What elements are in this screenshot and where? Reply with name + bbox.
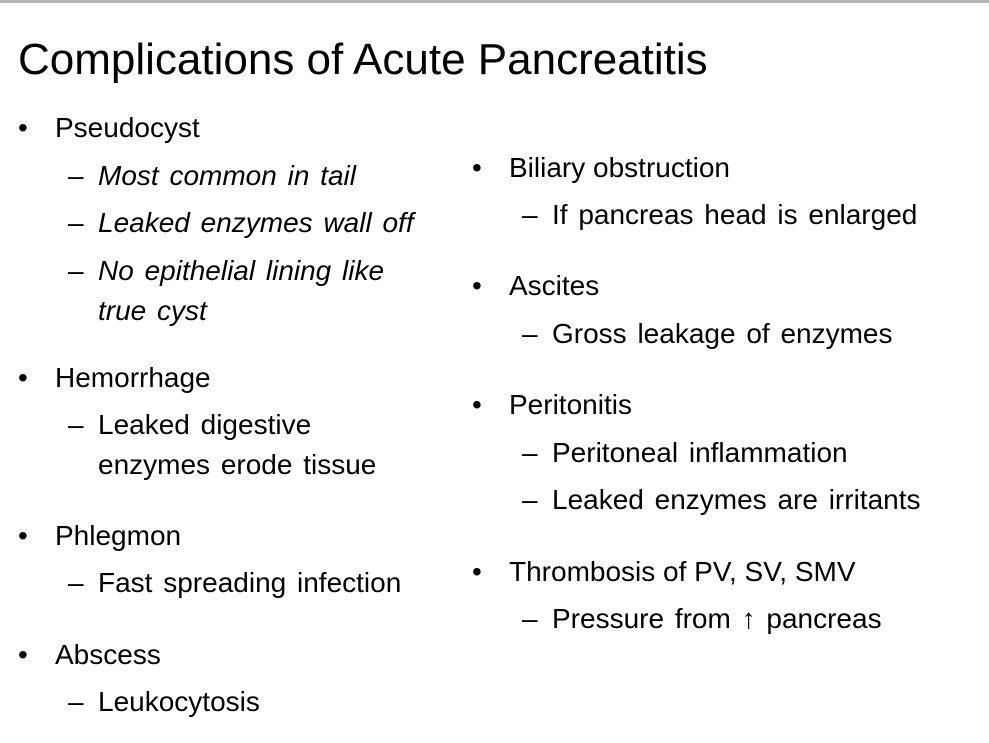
bullet-dot: •: [472, 152, 482, 183]
sub-text: Leaked digestive enzymes erode tissue: [98, 409, 377, 480]
bullet-dot: •: [18, 362, 28, 393]
sub-text: Pressure from ↑ pancreas: [552, 603, 882, 634]
bullet-label: Biliary obstruction: [509, 152, 730, 183]
sub-text: Leukocytosis: [98, 686, 260, 717]
bullet-dot: •: [472, 389, 482, 420]
sub-text: Leaked enzymes wall off: [98, 207, 414, 238]
sub-text: Gross leakage of enzymes: [552, 318, 893, 349]
bullet-dot: •: [472, 270, 482, 301]
sub-dash: –: [68, 686, 84, 717]
sub-dash: –: [68, 160, 84, 191]
sub-dash: –: [522, 603, 538, 634]
sub-dash: –: [522, 318, 538, 349]
sub-dash: –: [68, 255, 84, 286]
bullet-dot: •: [18, 639, 28, 670]
sub-dash: –: [522, 484, 538, 515]
sub-dash: –: [522, 199, 538, 230]
sub-text: Fast spreading infection: [98, 567, 402, 598]
bullet-dot: •: [472, 556, 482, 587]
sub-dash: –: [68, 409, 84, 440]
sub-dash: –: [68, 567, 84, 598]
bullet-label: Pseudocyst: [55, 112, 200, 143]
sub-text: Leaked enzymes are irritants: [552, 484, 921, 515]
bullet-label: Peritonitis: [509, 389, 632, 420]
sub-text: Peritoneal inflammation: [552, 437, 848, 468]
bullet-label: Abscess: [55, 639, 161, 670]
sub-text: If pancreas head is enlarged: [552, 199, 918, 230]
bullet-dot: •: [18, 520, 28, 551]
slide-top-border: [0, 0, 989, 3]
sub-dash: –: [68, 207, 84, 238]
bullet-dot: •: [18, 112, 28, 143]
bullet-label: Thrombosis of PV, SV, SMV: [509, 556, 856, 587]
bullet-label: Ascites: [509, 270, 600, 301]
sub-dash: –: [522, 437, 538, 468]
bullet-label: Phlegmon: [55, 520, 182, 551]
bullet-label: Hemorrhage: [55, 362, 211, 393]
sub-text: No epithelial lining like true cyst: [98, 255, 385, 326]
sub-text: Most common in tail: [98, 160, 356, 191]
slide-title: Complications of Acute Pancreatitis: [18, 35, 708, 84]
